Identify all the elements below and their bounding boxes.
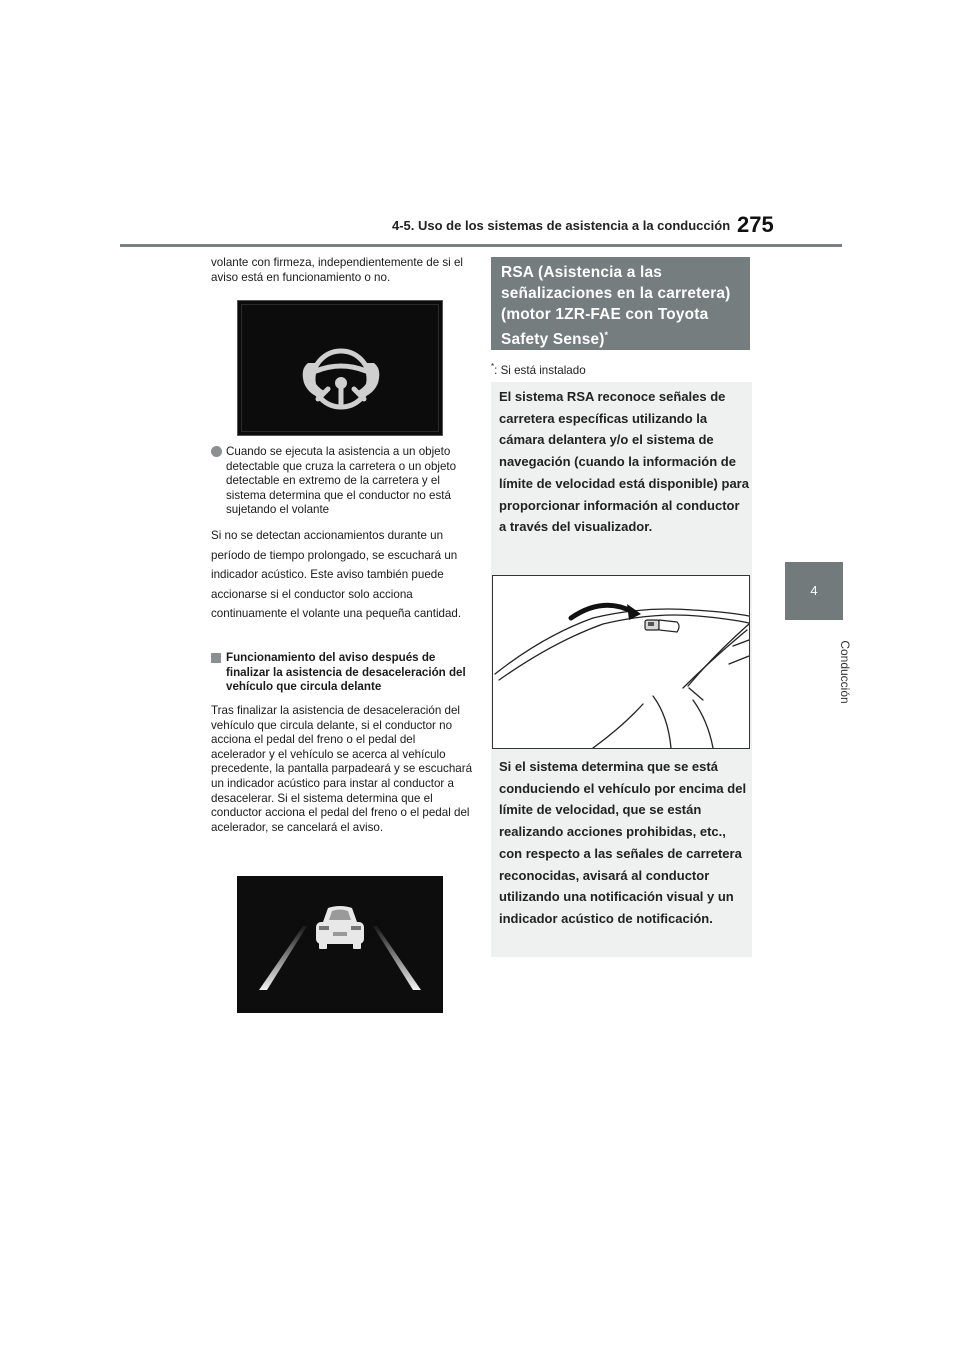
info-text-2: Si el sistema determina que se está conduciendo el vehículo por encima del límite de velocidad, que se están realizando acciones prohibidas, etc., con respecto a las señales de carretera reconocidas, avisará al conductor utilizando una notificación visual y un indicador acústico de notificación. bbox=[499, 759, 747, 926]
windshield-camera-drawing bbox=[493, 576, 749, 748]
paragraph-text: Si no se detectan accionamientos durante un período de tiempo prolongado, se escuchará un indicador acústico. Este aviso también puede accionarse si el conductor solo acciona continuamente el volante una pequeña cantidad. bbox=[211, 529, 462, 621]
rsa-section-heading bbox=[491, 257, 750, 350]
square-bullet-icon bbox=[211, 653, 221, 663]
chapter-label-text: Conducción bbox=[838, 640, 852, 704]
preceding-vehicle-image bbox=[237, 876, 443, 1013]
rsa-title-footnote-mark: * bbox=[604, 330, 609, 340]
preceding-vehicle-icon bbox=[237, 876, 443, 1013]
bullet-text: Cuando se ejecuta la asistencia a un objeto detectable que cruza la carretera o un objeto detectable en extremo de la carretera y el sistema determina que el conductor no está sujetando el volante bbox=[226, 445, 457, 517]
section-title: 4-5. Uso de los sistemas de asistencia a la conducción bbox=[392, 218, 731, 233]
paragraph-text-2: Tras finalizar la asistencia de desaceleración del vehículo que circula delante, si el conductor no acciona el pedal del freno o el pedal del acelerador y el vehículo se acerca al vehículo precedente, la pantalla parpadeará y se escuchará un indicador acústico para instar al conductor a desacelerar. Si el sistema determina que el conductor acciona el pedal del freno o el pedal del acelerador, se cancelará el aviso. bbox=[211, 704, 473, 834]
footnote-mark: * bbox=[491, 362, 495, 371]
windshield-camera-illustration bbox=[492, 575, 750, 749]
footnote-text: : Si está instalado bbox=[494, 363, 586, 377]
steering-warning-image bbox=[237, 300, 443, 436]
intro-text: volante con firmeza, independientemente de si el aviso está en funcionamiento o no. bbox=[211, 256, 463, 284]
bullet-dot-icon bbox=[211, 446, 222, 457]
chapter-label bbox=[802, 632, 852, 712]
rsa-title: RSA (Asistencia a las señalizaciones en la carretera) (motor 1ZR-FAE con Toyota Safety Sense) bbox=[501, 264, 731, 349]
hands-on-steering-wheel-icon bbox=[238, 301, 444, 437]
subheading bbox=[211, 651, 473, 695]
chapter-tab: 4 bbox=[785, 562, 843, 620]
page-number: 275 bbox=[737, 212, 774, 237]
footnote bbox=[491, 362, 586, 377]
bullet-item bbox=[211, 445, 473, 518]
header-divider bbox=[120, 244, 842, 247]
info-text-1: El sistema RSA reconoce señales de carretera específicas utilizando la cámara delantera y/o el sistema de navegación (cuando la información de límite de velocidad está disponible) para proporcionar información al conductor a través del visualizador. bbox=[499, 389, 749, 535]
subheading-text: Funcionamiento del aviso después de finalizar la asistencia de desaceleración del vehículo que circula delante bbox=[226, 651, 466, 694]
